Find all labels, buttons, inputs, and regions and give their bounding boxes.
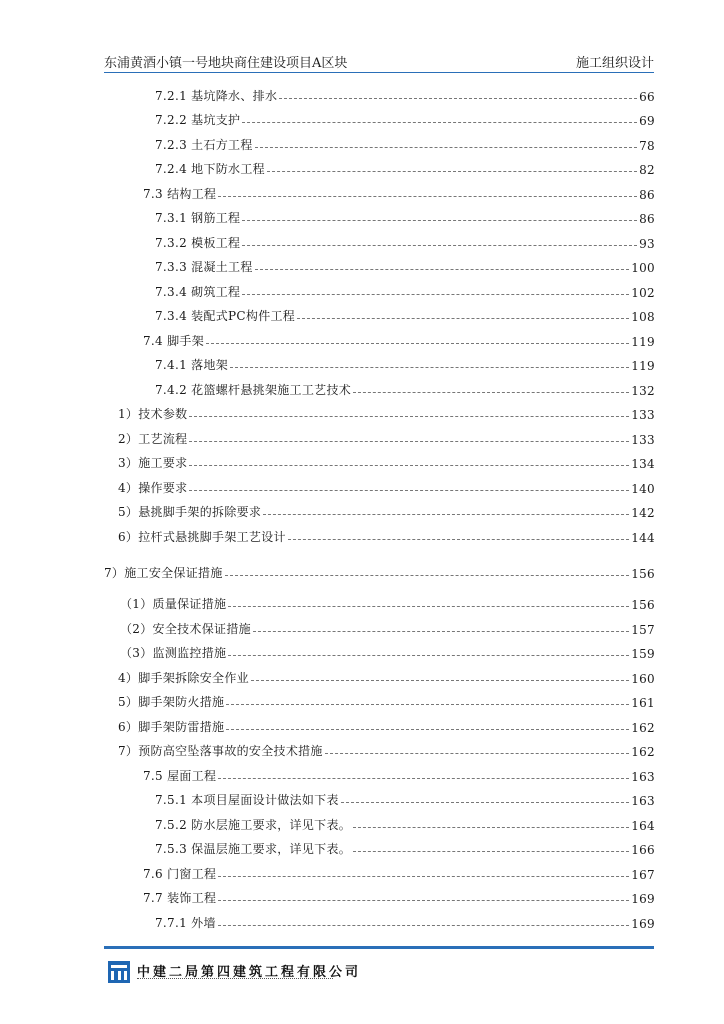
toc-entry[interactable] bbox=[155, 353, 655, 373]
toc-entry-page-number: 142 bbox=[631, 506, 655, 520]
toc-entry[interactable] bbox=[155, 108, 655, 128]
toc-leader-dots bbox=[341, 802, 629, 803]
toc-entry-page-number: 157 bbox=[631, 623, 655, 637]
toc-entry-page-number: 78 bbox=[639, 139, 655, 153]
toc-entry[interactable] bbox=[155, 304, 655, 324]
toc-entry-label: 7）施工安全保证措施 bbox=[104, 566, 223, 580]
toc-leader-dots bbox=[189, 416, 629, 417]
toc-leader-dots bbox=[325, 753, 629, 754]
toc-entry-label: （3）监测监控措施 bbox=[120, 646, 227, 660]
header-document-title: 施工组织设计 bbox=[575, 56, 654, 71]
toc-entry-page-number: 119 bbox=[631, 335, 655, 349]
toc-leader-dots bbox=[242, 122, 637, 123]
page-header bbox=[104, 50, 654, 73]
toc-entry[interactable] bbox=[118, 402, 655, 422]
toc-entry-label: 7.2.2 基坑支护 bbox=[155, 113, 241, 127]
toc-leader-dots bbox=[255, 147, 637, 148]
toc-entry-label: 7.5.1 本项目屋面设计做法如下表 bbox=[155, 793, 339, 807]
toc-entry-label: 7.5 屋面工程 bbox=[143, 769, 217, 783]
toc-entry[interactable] bbox=[118, 690, 655, 710]
toc-entry-page-number: 163 bbox=[631, 794, 655, 808]
toc-entry-page-number: 69 bbox=[639, 114, 655, 128]
toc-entry-label: 3）施工要求 bbox=[118, 456, 188, 470]
toc-entry[interactable] bbox=[118, 525, 655, 545]
toc-entry-page-number: 144 bbox=[631, 531, 655, 545]
toc-entry-label: 7.7.1 外墙 bbox=[155, 916, 216, 930]
toc-entry-label: 7.6 门窗工程 bbox=[143, 867, 217, 881]
toc-leader-dots bbox=[218, 925, 629, 926]
toc-entry[interactable] bbox=[155, 280, 655, 300]
toc-leader-dots bbox=[189, 490, 629, 491]
toc-leader-dots bbox=[263, 514, 629, 515]
toc-leader-dots bbox=[225, 575, 630, 576]
toc-entry-label: 7.4.2 花篮螺杆悬挑架施工工艺技术 bbox=[155, 383, 352, 397]
toc-entry[interactable] bbox=[155, 133, 655, 153]
toc-leader-dots bbox=[218, 900, 629, 901]
toc-entry-page-number: 161 bbox=[631, 696, 655, 710]
toc-entry-page-number: 132 bbox=[631, 384, 655, 398]
toc-entry-label: 5）脚手架防火措施 bbox=[118, 695, 225, 709]
toc-leader-dots bbox=[251, 680, 629, 681]
toc-entry-page-number: 162 bbox=[631, 721, 655, 735]
toc-entry[interactable] bbox=[155, 206, 655, 226]
footer-divider bbox=[104, 946, 654, 949]
toc-leader-dots bbox=[218, 876, 629, 877]
toc-entry-label: 7.3.3 混凝土工程 bbox=[155, 260, 253, 274]
toc-entry[interactable] bbox=[118, 715, 655, 735]
toc-leader-dots bbox=[242, 294, 629, 295]
toc-leader-dots bbox=[226, 704, 629, 705]
toc-entry[interactable] bbox=[143, 764, 655, 784]
toc-entry-label: 6）拉杆式悬挑脚手架工艺设计 bbox=[118, 530, 286, 544]
toc-leader-dots bbox=[228, 606, 629, 607]
toc-entry[interactable] bbox=[155, 157, 655, 177]
toc-leader-dots bbox=[218, 196, 637, 197]
toc-entry-label: 7.2.1 基坑降水、排水 bbox=[155, 89, 278, 103]
toc-entry-label: 7.4.1 落地架 bbox=[155, 358, 229, 372]
toc-entry[interactable] bbox=[143, 886, 655, 906]
toc-entry[interactable] bbox=[118, 666, 655, 686]
toc-entry[interactable] bbox=[155, 813, 655, 833]
toc-entry-label: 7.3 结构工程 bbox=[143, 187, 217, 201]
toc-entry-label: （2）安全技术保证措施 bbox=[120, 622, 251, 636]
toc-entry[interactable] bbox=[120, 641, 655, 661]
toc-entry[interactable] bbox=[118, 500, 655, 520]
toc-entry-page-number: 102 bbox=[631, 286, 655, 300]
toc-entry[interactable] bbox=[118, 451, 655, 471]
toc-entry-label: 4）操作要求 bbox=[118, 481, 188, 495]
toc-entry[interactable] bbox=[155, 255, 655, 275]
toc-entry[interactable] bbox=[143, 862, 655, 882]
toc-entry-page-number: 133 bbox=[631, 433, 655, 447]
toc-entry-page-number: 164 bbox=[631, 819, 655, 833]
toc-entry-label: 4）脚手架拆除安全作业 bbox=[118, 671, 249, 685]
toc-leader-dots bbox=[206, 343, 629, 344]
toc-leader-dots bbox=[288, 539, 629, 540]
toc-entry-page-number: 163 bbox=[631, 770, 655, 784]
toc-entry-page-number: 100 bbox=[631, 261, 655, 275]
toc-entry-page-number: 156 bbox=[631, 598, 655, 612]
toc-entry-label: 2）工艺流程 bbox=[118, 432, 188, 446]
toc-leader-dots bbox=[279, 98, 637, 99]
toc-leader-dots bbox=[297, 318, 629, 319]
toc-entry-page-number: 169 bbox=[631, 917, 655, 931]
toc-leader-dots bbox=[353, 392, 629, 393]
toc-entry-label: 7.5.2 防水层施工要求，详见下表。 bbox=[155, 818, 352, 832]
toc-entry-page-number: 86 bbox=[639, 212, 655, 226]
toc-entry[interactable] bbox=[118, 739, 655, 759]
toc-entry-label: 7.4 脚手架 bbox=[143, 334, 204, 348]
toc-entry-page-number: 82 bbox=[639, 163, 655, 177]
toc-entry-label: 7.2.4 地下防水工程 bbox=[155, 162, 265, 176]
toc-leader-dots bbox=[242, 245, 637, 246]
toc-entry-page-number: 162 bbox=[631, 745, 655, 759]
toc-entry-label: 6）脚手架防雷措施 bbox=[118, 720, 225, 734]
toc-entry-label: 5）悬挑脚手架的拆除要求 bbox=[118, 505, 262, 519]
toc-entry-page-number: 119 bbox=[631, 359, 655, 373]
toc-entry[interactable] bbox=[155, 231, 655, 251]
toc-entry-page-number: 134 bbox=[631, 457, 655, 471]
toc-entry-label: 1）技术参数 bbox=[118, 407, 188, 421]
toc-entry[interactable] bbox=[155, 788, 655, 808]
toc-entry[interactable] bbox=[118, 476, 655, 496]
toc-entry[interactable] bbox=[143, 329, 655, 349]
toc-entry-label: 7.2.3 土石方工程 bbox=[155, 138, 253, 152]
toc-leader-dots bbox=[253, 631, 629, 632]
toc-entry-page-number: 140 bbox=[631, 482, 655, 496]
footer-company-english-line bbox=[137, 978, 333, 983]
toc-entry[interactable] bbox=[118, 427, 655, 447]
footer-company-name: 中建二局第四建筑工程有限公司 bbox=[137, 965, 362, 980]
toc-entry-page-number: 86 bbox=[639, 188, 655, 202]
toc-entry[interactable] bbox=[155, 837, 655, 857]
toc-leader-dots bbox=[255, 269, 630, 270]
toc-entry[interactable] bbox=[155, 378, 655, 398]
toc-entry[interactable] bbox=[143, 182, 655, 202]
toc-entry-label: 7.3.1 钢筋工程 bbox=[155, 211, 241, 225]
toc-leader-dots bbox=[226, 729, 629, 730]
toc-leader-dots bbox=[228, 655, 629, 656]
header-project-title: 东浦黄酒小镇一号地块商住建设项目A区块 bbox=[104, 56, 348, 71]
toc-entry-page-number: 66 bbox=[639, 90, 655, 104]
toc-entry-page-number: 167 bbox=[631, 868, 655, 882]
toc-entry-label: （1）质量保证措施 bbox=[120, 597, 227, 611]
toc-entry[interactable] bbox=[120, 617, 655, 637]
toc-entry[interactable] bbox=[155, 84, 655, 104]
toc-entry[interactable] bbox=[104, 561, 655, 581]
toc-leader-dots bbox=[242, 220, 637, 221]
toc-entry-label: 7.3.2 模板工程 bbox=[155, 236, 241, 250]
toc-leader-dots bbox=[230, 367, 629, 368]
toc-entry-label: 7.5.3 保温层施工要求，详见下表。 bbox=[155, 842, 352, 856]
toc-leader-dots bbox=[189, 441, 629, 442]
toc-entry-page-number: 160 bbox=[631, 672, 655, 686]
toc-entry-page-number: 166 bbox=[631, 843, 655, 857]
toc-entry-label: 7.3.4 装配式PC构件工程 bbox=[155, 309, 296, 323]
toc-entry-label: 7.3.4 砌筑工程 bbox=[155, 285, 241, 299]
toc-entry-page-number: 169 bbox=[631, 892, 655, 906]
toc-leader-dots bbox=[218, 778, 629, 779]
toc-entry[interactable] bbox=[120, 592, 655, 612]
toc-entry-page-number: 108 bbox=[631, 310, 655, 324]
toc-entry-page-number: 156 bbox=[631, 567, 655, 581]
toc-entry-page-number: 133 bbox=[631, 408, 655, 422]
company-logo-icon bbox=[108, 961, 130, 983]
toc-entry-label: 7.7 装饰工程 bbox=[143, 891, 217, 905]
toc-entry-page-number: 93 bbox=[639, 237, 655, 251]
toc-entry-label: 7）预防高空坠落事故的安全技术措施 bbox=[118, 744, 323, 758]
toc-leader-dots bbox=[353, 851, 629, 852]
toc-entry[interactable] bbox=[155, 911, 655, 931]
toc-leader-dots bbox=[189, 465, 629, 466]
toc-leader-dots bbox=[267, 171, 637, 172]
toc-leader-dots bbox=[353, 827, 629, 828]
toc-entry-page-number: 159 bbox=[631, 647, 655, 661]
